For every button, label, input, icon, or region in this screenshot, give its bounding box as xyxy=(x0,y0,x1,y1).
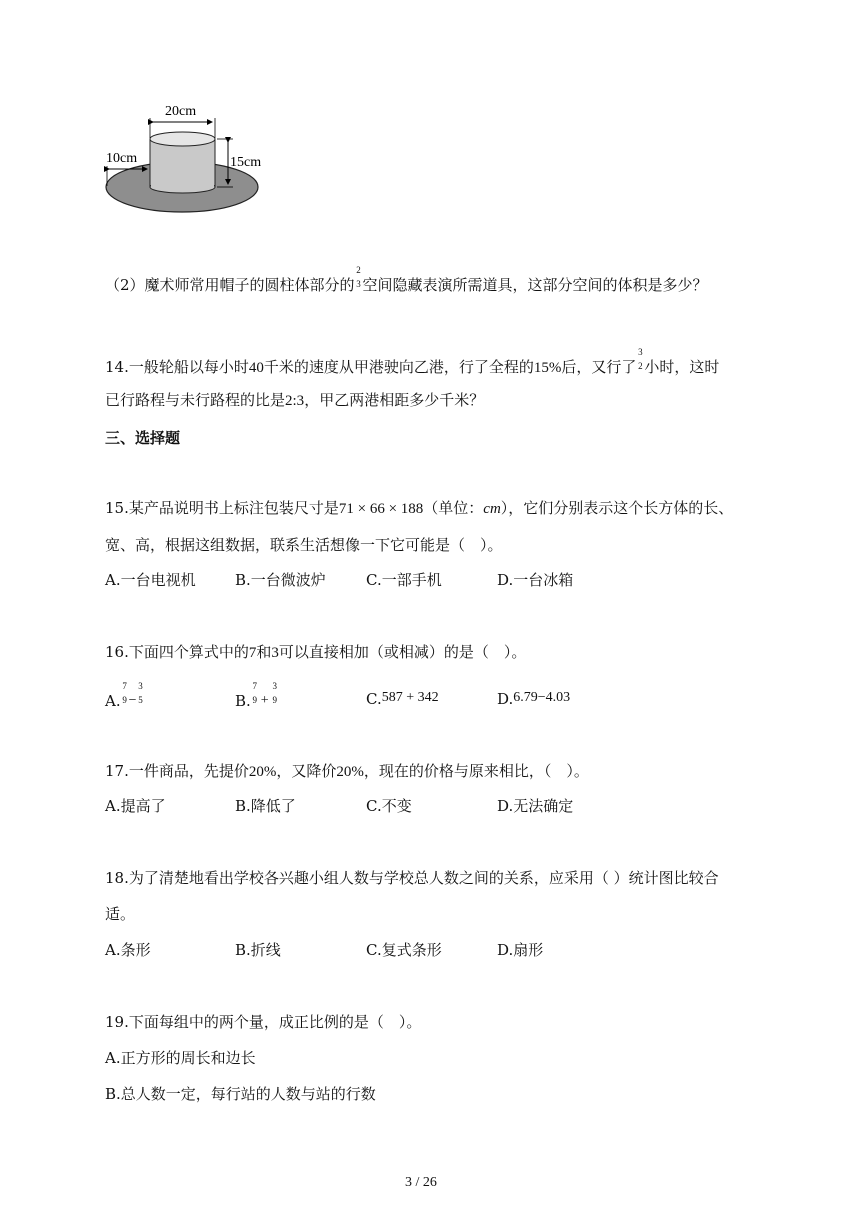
q16-option-d[interactable]: D.6.79−4.03 xyxy=(497,690,571,708)
question-19-stem: 19.下面每组中的两个量，成正比例的是（ ）。 xyxy=(105,1013,422,1031)
q13-suffix: 空间隐藏表演所需道具，这部分空间的体积是多少？ xyxy=(362,276,708,294)
label-15cm: 15cm xyxy=(230,155,262,170)
q13-prefix: （2）魔术师常用帽子的圆柱体部分的 xyxy=(105,276,355,294)
question-15-line-2: 宽、高，根据这组数据，联系生活想像一下它可能是（ ）。 xyxy=(105,536,503,554)
q17-option-b[interactable]: B.降低了 xyxy=(235,797,296,815)
q18-option-a[interactable]: A.条形 xyxy=(105,941,151,959)
question-14-line-2: 已行路程与未行路程的比是2:3，甲乙两港相距多少千米？ xyxy=(105,391,485,409)
q17-option-c[interactable]: C.不变 xyxy=(366,797,412,815)
q16-option-c[interactable]: C.587 + 342 xyxy=(366,690,439,708)
question-17-stem: 17.一件商品，先提价20%，又降价20%，现在的价格与原来相比，（ ）。 xyxy=(105,762,589,780)
q17-option-d[interactable]: D.无法确定 xyxy=(497,797,574,815)
question-16-stem: 16.下面四个算式中的7和3可以直接相加（或相减）的是（ ）。 xyxy=(105,643,527,661)
q17-option-a[interactable]: A.提高了 xyxy=(105,797,166,815)
q19-option-b[interactable]: B.总人数一定，每行站的人数与站的行数 xyxy=(105,1085,376,1103)
q18-option-c[interactable]: C.复式条形 xyxy=(366,941,442,959)
fraction-two-thirds: 2 3 xyxy=(356,265,361,289)
q18-option-b[interactable]: B.折线 xyxy=(235,941,281,959)
q16-option-a[interactable]: A. 7 9 − 3 5 xyxy=(105,681,143,710)
q14-speed: 40 xyxy=(248,360,264,376)
question-13-part-2 xyxy=(105,265,708,295)
question-18-line-2: 适。 xyxy=(105,905,136,923)
hat-cylinder-top xyxy=(150,132,215,146)
q18-option-d[interactable]: D.扇形 xyxy=(497,941,544,959)
q15-unit: cm xyxy=(483,501,501,517)
fraction-three-halves: 3 2 xyxy=(638,347,643,371)
page-number: 3 / 26 xyxy=(405,1175,437,1190)
label-20cm: 20cm xyxy=(165,104,197,119)
question-14-line-1: 14.一般轮船以每小时40千米的速度从甲港驶向乙港，行了全程的15%后，又行了 3 2 小时，这时 xyxy=(105,347,720,376)
q15-dimensions: 71 × 66 × 188 xyxy=(338,501,424,517)
q15-option-d[interactable]: D.一台冰箱 xyxy=(497,571,574,589)
q15-option-c[interactable]: C.一部手机 xyxy=(366,571,442,589)
q19-option-a[interactable]: A.正方形的周长和边长 xyxy=(105,1049,256,1067)
q16-option-b[interactable]: B. 7 9 + 3 9 xyxy=(235,681,277,710)
q14-ratio: 2:3 xyxy=(285,393,305,409)
question-15-line-1: 15.某产品说明书上标注包装尺寸是71 × 66 × 188（单位：cm），它们分别表示这个长方体的长、 xyxy=(105,499,734,517)
q15-option-b[interactable]: B.一台微波炉 xyxy=(235,571,326,589)
q14-percent: 15% xyxy=(533,360,562,376)
question-18-line-1: 18.为了清楚地看出学校各兴趣小组人数与学校总人数之间的关系，应采用（ ）统计图比较合 xyxy=(105,869,719,887)
hat-figure xyxy=(95,98,270,218)
label-10cm: 10cm xyxy=(106,151,138,166)
section-title-multiple-choice: 三、选择题 xyxy=(105,429,181,447)
q15-option-a[interactable]: A.一台电视机 xyxy=(105,571,196,589)
